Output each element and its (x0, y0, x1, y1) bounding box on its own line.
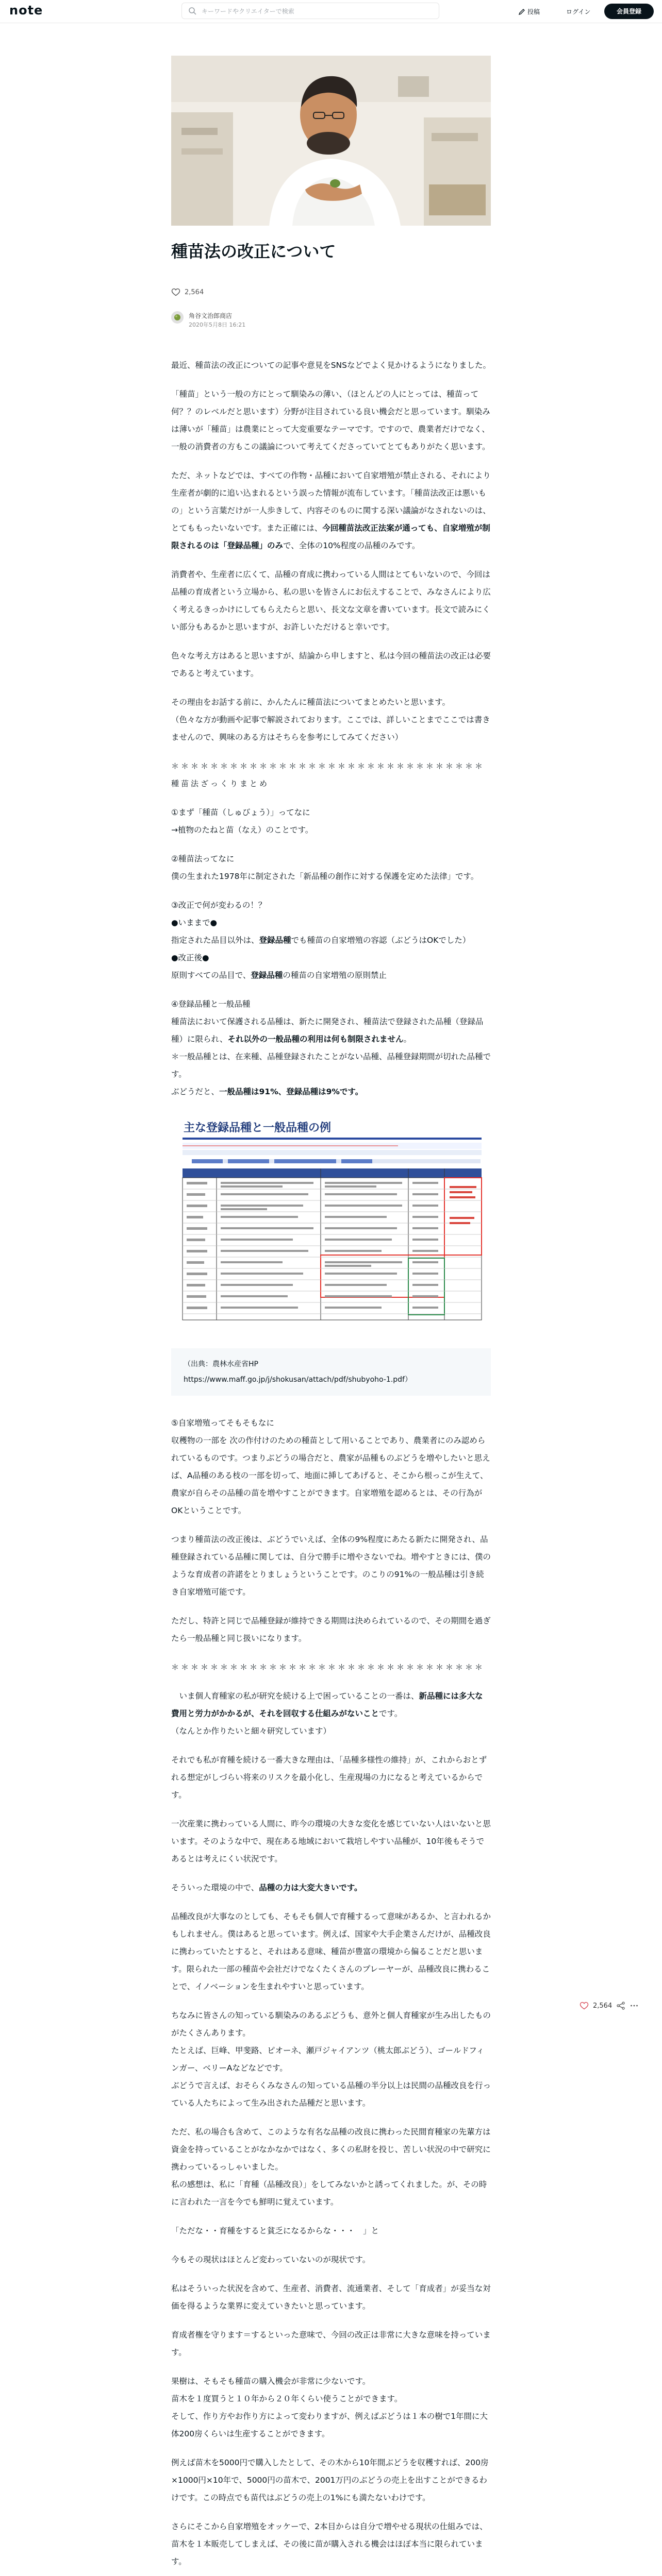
share-icon[interactable] (616, 2001, 625, 2010)
paragraph (171, 693, 491, 746)
article-paragraphs-2 (171, 1414, 491, 2570)
paragraph (171, 2372, 491, 2443)
text-run: ＊＊＊＊＊＊＊＊＊＊＊＊＊＊＊＊＊＊＊＊＊＊＊＊＊＊＊＊＊＊＊＊ 種苗法ざっくりまとめ (171, 761, 485, 788)
paragraph (171, 357, 491, 374)
separator-line (171, 757, 491, 792)
avatar-icon (171, 311, 184, 324)
signup-button[interactable]: 会員登録 (604, 4, 654, 19)
like-area-top[interactable] (171, 287, 204, 297)
paragraph (171, 647, 491, 682)
figure-source-label: （出典：農林水産省HP (184, 1360, 258, 1368)
text-run: それでも私が育種を続ける一番大きな理由は、「品種多様性の維持」が、これからおとずれる想定がしづらい将来のリスクを最小化し、生産現場の力になると考えているからです。 (171, 1755, 487, 1800)
author-name[interactable]: 角谷文治郎商店 (189, 312, 233, 319)
paragraph (171, 2251, 491, 2268)
text-run: 私はそういった状況を含めて、生産者、消費者、流通業者、そして「育成者」が妥当な対価を得るような業界に変えていきたいと思っています。 (171, 2284, 491, 2311)
hero-image (171, 56, 491, 226)
paragraph (171, 850, 491, 885)
search-icon (188, 7, 196, 15)
paragraph (171, 1879, 491, 1896)
like-count: 2,564 (185, 288, 204, 296)
paragraph (171, 2123, 491, 2211)
text-run: 最近、種苗法の改正についての記事や意見をSNSなどでよく見かけるようになりました。 (171, 361, 491, 370)
text-run: ただし、特許と同じで品種登録が維持できる期間は決められているので、その期間を過ぎたら一般品種と同じ扱いになります。 (171, 1616, 491, 1643)
text-run: 「種苗」という一般の方にとって馴染みの薄い、（ほとんどの人にとっては、種苗って何？？のレベルだと思います）分野が注目されている良い機会だと思っています。馴染みは薄いが「種苗」は農業にとって大変重要なテーマです。ですので、農業者だけでなく、一般の消費者の方もこの議論について考えてくださっていてとてもありがたく思います。 (171, 389, 490, 451)
figure-source-caption (171, 1348, 491, 1396)
text-run: ②種苗法ってなに 僕の生まれた1978年に制定された「新品種の創作に対する保護を定めた法律」です。 (171, 854, 479, 881)
text-run: 。 ＊一般品種とは、在来種、品種登録されたことがない品種、品種登録期間が切れた品種です。 ぶどうだと、 (171, 1035, 491, 1096)
paragraph (171, 804, 491, 839)
text-run: 果樹は、そもそも種苗の購入機会が非常に少ないです。 苗木を１度買うと１０年から２０年くらい使うことができます。 そして、作り方やお作り方によって変わりますが、例えばぶどうは１本の樹で1年間に大体200房くらいは生産することができます。 (171, 2377, 488, 2438)
pencil-icon (518, 8, 525, 15)
paragraph (171, 2280, 491, 2315)
paragraph (171, 896, 491, 984)
separator-line (171, 1658, 491, 1676)
post-button[interactable] (518, 7, 540, 16)
text-run: ただ、ネットなどでは、すべての作物・品種において自家増殖が禁止される、それにより生産者が劇的に追い込まれるという誤った情報が流布しています。「種苗法改正は悪いもの」という言葉だけが一人歩きして、内容そのものに関する深い議論がなされないのは、とてももったいないです。また正確には、 (171, 471, 491, 533)
note-logo[interactable]: note (9, 3, 43, 18)
text-run: 「ただな・・育種をすると貧乏になるからな・・・ 」と (171, 2226, 379, 2235)
text-run: で、全体の10%程度の品種のみです。 (283, 541, 420, 550)
bold-text: 品種の力は大変大きいです。 (259, 1883, 362, 1892)
paragraph (171, 385, 491, 455)
text-run: 色々な考え方はあると思いますが、結論から申しますと、私は今回の種苗法の改正は必要であると考えています。 (171, 651, 491, 678)
text-run: そういった環境の中で、 (171, 1883, 259, 1892)
text-run: 例えば苗木を5000円で購入したとして、その木から10年間ぶどうを収穫すれば、200房×1000円×10年で、5000円の苗木で、2001万円のぶどうの売上を出すことができるわけです。この時点でも苗代はぶどうの売上の1%にも満たないわけです。 (171, 2458, 489, 2502)
bold-text: 新品種には多大な費用と労力がかかるが、それを回収する仕組みがないこと (171, 1691, 483, 1718)
paragraph (171, 467, 491, 554)
article-paragraphs-1 (171, 357, 491, 1100)
text-run: 今もその現状はほとんど変わっていないのが現状です。 (171, 2255, 371, 2264)
text-run: ④登録品種と一般品種 種苗法において保護される品種は、新たに開発され、種苗法で登録された品種（登録品種）に限られ、 (171, 999, 484, 1044)
bold-text: 登録品種 (259, 936, 291, 945)
bold-text: 登録品種 (251, 971, 283, 980)
text-run: つまり種苗法の改正後は、ぶどうでいえば、全体の9%程度にあたる新たに開発され、品種登録されている品種に関しては、自分で勝手に増やさないでね。増やすときには、僕のような育成者の許諾をとりましょうということです。のこりの91%の一般品種は引き続き自家増殖可能です。 (171, 1535, 491, 1597)
heart-icon[interactable] (171, 287, 180, 297)
paragraph (171, 1751, 491, 1804)
article-title: 種苗法の改正について (171, 242, 336, 261)
text-run: ＊＊＊＊＊＊＊＊＊＊＊＊＊＊＊＊＊＊＊＊＊＊＊＊＊＊＊＊＊＊＊＊ (171, 1663, 485, 1672)
paragraph (171, 1414, 491, 1519)
more-icon[interactable] (630, 2001, 639, 2010)
text-run: の種苗の自家増殖の原則禁止 (283, 971, 387, 980)
text-run: ①まず「種苗（しゅびょう）」ってなに →植物のたねと苗（なえ）のことです。 (171, 808, 313, 835)
paragraph (171, 1687, 491, 1740)
paragraph (171, 1531, 491, 1601)
heart-icon[interactable] (580, 2001, 589, 2010)
search-box[interactable] (181, 3, 439, 19)
text-run: その理由をお話する前に、かんたんに種苗法についてまとめたいと思います。 （色々な方が動画や記事で解説されております。ここでは、詳しいことまでここでは書きませんので、興味のある方はそちらを参考にしてみてください） (171, 698, 490, 742)
text-run: 一次産業に携わっている人間に、昨今の環境の大きな変化を感じていない人はいないと思います。そのような中で、現在ある地域において栽培しやすい品種が、10年後もそうであるとは考えにくい状況です。 (171, 1819, 491, 1863)
paragraph (171, 1908, 491, 1995)
post-label: 投稿 (527, 8, 540, 15)
author-info[interactable] (171, 309, 491, 330)
text-run: ちなみに皆さんの知っている馴染みのあるぶどうも、意外と個人育種家が生み出したものがたくさんあります。 たとえば、巨峰、甲斐路、ピオーネ、瀬戸ジャイアンツ（桃太郎ぶどう）、ゴールドフィンガー、ベリーAなどなどです。 ぶどうで言えば、おそらくみなさんの知っている品種の半分以上は民間の品種改良を行っている人たちによって生み出された品種だと思います。 (171, 2011, 491, 2108)
paragraph (171, 2222, 491, 2240)
floating-like-count: 2,564 (593, 2002, 613, 2010)
text-run: 育成者権を守ります＝するといった意味で、今回の改正は非常に大きな意味を持っています。 (171, 2330, 491, 2357)
text-run: ⑤自家増殖ってそもそもなに 収穫物の一部を 次の作付けのための種苗として用いることであり、農業者にのみ認められているものです。つまりぶどうの場合だと、農家が品種ものぶどうを増やしたいと思えば、A品種のある枝の一部を切って、地面に挿してあげると、そこから根っこが生えて、農家が自らその品種の苗を増やすことができます。自家増殖を認めるとは、その行為がOKということです。 (171, 1418, 490, 1515)
article-body (171, 357, 491, 2576)
publish-date: 2020年5月8日 16:21 (189, 321, 246, 328)
bold-text: 今回種苗法改正法案が通っても、自家増殖が制限されるのは「登録品種」のみ (171, 523, 490, 550)
text-run: でも種苗の自家増殖の容認（ぶどうはOKでした） ●改正後● 原則すべての品目で、 (171, 936, 471, 980)
login-link[interactable]: ログイン (566, 8, 591, 15)
floating-like-button[interactable] (580, 2001, 639, 2010)
paragraph (171, 566, 491, 636)
paragraph (171, 1815, 491, 1868)
text-run: ただ、私の場合も含めて、このような有名な品種の改良に携わった民間育種家の先輩方は資金を持っていることがなかなかではなく、多くの私財を投じ、苦しい状況の中で研究に携わっているっしゃいました。 私の感想は、私に「育種（品種改良）」をしてみないかと誘ってくれました。が、その時に言われた一言を今でも鮮明に覚えています。 (171, 2127, 491, 2207)
paragraph (171, 995, 491, 1100)
text-run: いま個人育種家の私が研究を続ける上で困っていることの一番は、 (171, 1691, 419, 1701)
text-run: ③改正で何が変わるの！？ ●いままで● 指定された品目以外は、 (171, 901, 267, 945)
bold-text: それ以外の一般品種の利用は何も制限されません (227, 1035, 404, 1044)
avatar[interactable] (171, 311, 184, 324)
hero-photo (171, 56, 491, 226)
paragraph (171, 1612, 491, 1647)
search-input[interactable] (201, 6, 435, 17)
header (0, 0, 662, 23)
text-run: 消費者や、生産者に広くて、品種の育成に携わっている人間はとてもいないので、今回は品種の育成者という立場から、私の思いを皆さんにお伝えすることで、みなさんにより広く考えるきっかけにしてもらえたらと思い、長文な文章を書いています。長文で読みにくい部分もあるかと思いますが、お許しいただけると幸いです。 (171, 570, 491, 632)
figure-source-url[interactable]: https://www.maff.go.jp/j/shokusan/attach/pdf/shubyoho-1.pdf） (184, 1376, 412, 1384)
figure-title: 主な登録品種と一般品種の例 (184, 1122, 332, 1134)
text-run: さらにそこから自家増殖をオッケーで、2本目からは自分で増やせる現状の仕組みでは、苗木を１本販売してしまえば、その後に苗が購入される機会はほぼ本当に限られています。 (171, 2522, 488, 2566)
paragraph (171, 2518, 491, 2570)
paragraph (171, 2454, 491, 2506)
registered-vs-general-varieties-figure (171, 1114, 491, 1333)
text-run: 品種改良が大事なのとしても、そもそも個人で育種するって意味があるか、と言われるかもしれません。僕はあると思っています。例えば、国家や大手企業さんだけが、品種改良に携わっていたとすると、それはある意味、種苗が豊富の環境から偏ることだと思います。限られた一部の種苗や会社だけでなくたくさんのプレーヤーが、品種改良に携わることで、イノベーションを生まれやすいと思っています。 (171, 1912, 491, 1991)
text-run: です。 （なんとか作りたいと細々研究しています） (171, 1709, 403, 1736)
bold-text: 一般品種は91%、登録品種は9%です。 (219, 1087, 363, 1096)
paragraph (171, 2007, 491, 2112)
paragraph (171, 2326, 491, 2361)
